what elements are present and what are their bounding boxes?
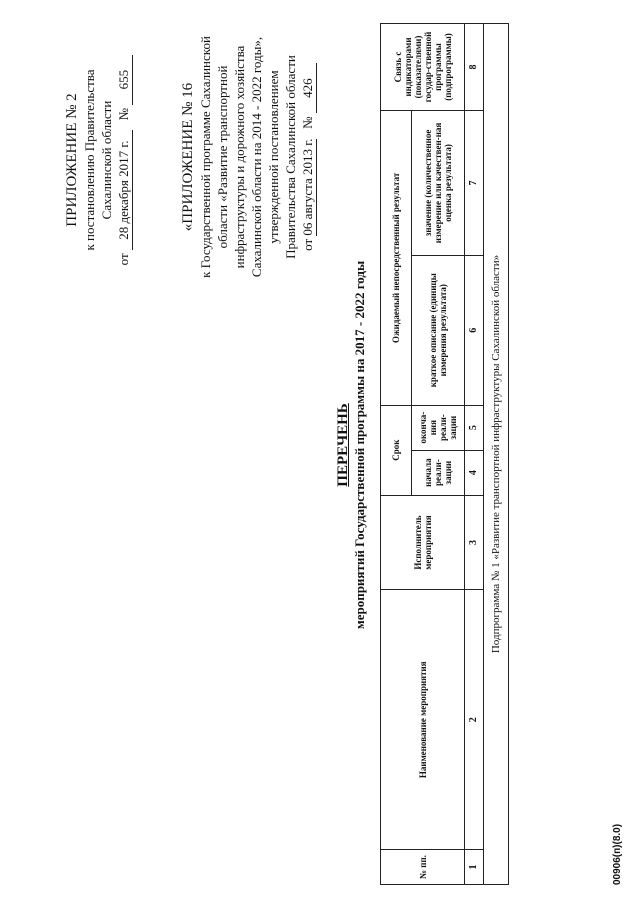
appendix16-line: Правительства Сахалинской области <box>283 55 298 259</box>
footer-code: 00906(п)(8.0) <box>612 823 623 885</box>
document-heading <box>335 135 368 755</box>
appendix16-block <box>180 7 317 307</box>
header-result: Ожидаемый непосредственный результат <box>381 111 412 406</box>
appendix16-date-line <box>299 7 317 307</box>
column-number: 6 <box>465 255 484 405</box>
appendix16-date: 06 августа 2013 г. <box>300 138 315 236</box>
column-number-row <box>465 24 484 885</box>
measures-table <box>380 23 509 885</box>
appendix16-line: инфраструктуры и дорожного хозяйства <box>232 45 247 269</box>
header-row <box>381 24 412 885</box>
appendix-date: 28 декабря 2017 г. <box>115 130 133 250</box>
appendix16-line: области «Развитие транспортной <box>215 65 230 249</box>
document-title: ПЕРЕЧЕНЬ <box>335 403 351 487</box>
column-number: 7 <box>465 111 484 256</box>
column-number: 5 <box>465 405 484 450</box>
appendix-title: ПРИЛОЖЕНИЕ № 2 <box>64 93 80 227</box>
appendix-date-line <box>115 10 133 310</box>
header-result-desc: краткое описание (единицы измерения результата) <box>412 255 465 405</box>
column-number: 8 <box>465 24 484 111</box>
header-num: № пп. <box>381 850 465 885</box>
header-term-start: начала реали-зации <box>412 450 465 495</box>
column-number: 1 <box>465 850 484 885</box>
column-number: 4 <box>465 450 484 495</box>
header-link: Связь с индикаторами (показателями) государ-ственной программы (подпрограммы) <box>381 24 465 111</box>
appendix-from-label: от <box>116 253 131 266</box>
appendix-line1: к постановлению Правительства <box>82 69 97 251</box>
subprogram-title: Подпрограмма № 1 «Развитие транспортной инфраструктуры Сахалинской области» <box>484 24 509 885</box>
header-result-value: значение (количественное измерение или качествен-ная оценка результата) <box>412 111 465 256</box>
appendix16-no-label: № <box>300 116 315 129</box>
header-term: Срок <box>381 405 412 495</box>
column-number: 2 <box>465 590 484 850</box>
appendix16-line: к Государственной программе Сахалинской <box>198 36 213 278</box>
subprogram-row <box>484 24 509 885</box>
appendix16-number: 426 <box>299 63 317 113</box>
document-subtitle: мероприятий Государственной программы на 2017 - 2022 годы <box>352 260 367 630</box>
appendix16-from-label: от <box>300 238 315 251</box>
header-name: Наименование мероприятия <box>381 590 465 850</box>
column-number: 3 <box>465 495 484 590</box>
appendix-block <box>64 10 133 310</box>
appendix-number: 655 <box>115 55 133 105</box>
appendix-line2: Сахалинской области <box>99 100 114 220</box>
header-term-end: оконча-ния реали-зации <box>412 405 465 450</box>
appendix16-line: утвержденной постановлением <box>266 70 281 244</box>
header-executor: Исполнитель мероприятия <box>381 495 465 590</box>
appendix-no-label: № <box>116 107 131 121</box>
appendix16-title: «ПРИЛОЖЕНИЕ № 16 <box>180 82 196 232</box>
appendix16-line: Сахалинской области на 2014 - 2022 годы», <box>249 36 264 278</box>
